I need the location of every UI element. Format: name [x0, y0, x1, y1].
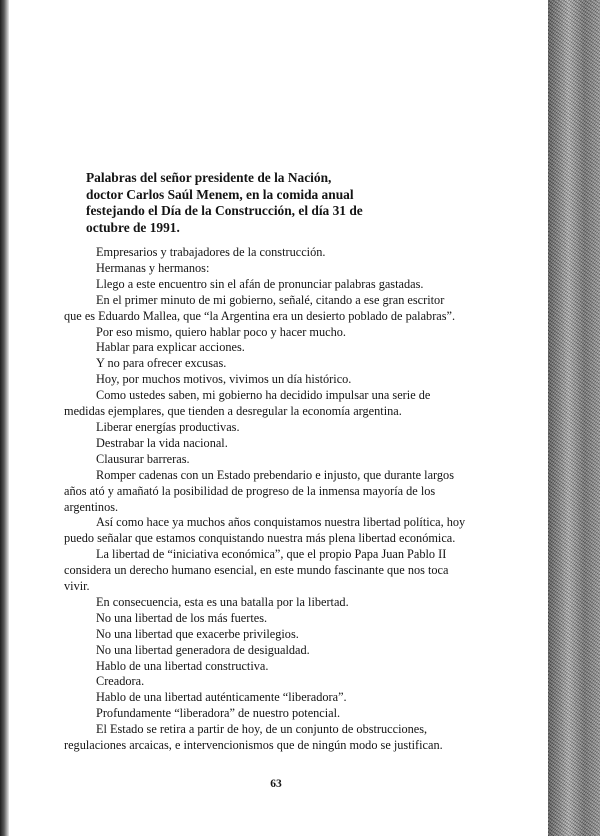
heading-line: festejando el Día de la Construcción, el día 31 de — [86, 203, 363, 218]
scan-left-edge — [0, 0, 9, 836]
paragraph-line: En consecuencia, esta es una batalla por la libertad. — [96, 594, 349, 609]
paragraph-line: Hermanas y hermanos: — [96, 260, 210, 275]
paragraph-line: Clausurar barreras. — [96, 451, 190, 466]
paragraph-line: Hablo de una libertad auténticamente “liberadora”. — [96, 690, 347, 705]
paragraph-line: años ató y amañató la posibilidad de progreso de la inmensa mayoría de los — [64, 483, 436, 498]
heading-line: Palabras del señor presidente de la Nación, — [86, 170, 332, 185]
paragraph-line: que es Eduardo Mallea, que “la Argentina era un desierto poblado de palabras”. — [64, 308, 456, 323]
paragraph-line: Hablar para explicar acciones. — [96, 340, 245, 355]
page-number: 63 — [270, 778, 282, 790]
paragraph-line: Por eso mismo, quiero hablar poco y hacer mucho. — [96, 324, 346, 339]
paragraph-line: Llego a este encuentro sin el afán de pronunciar palabras gastadas. — [96, 276, 424, 291]
paragraph-line: No una libertad generadora de desigualdad. — [96, 642, 310, 657]
paragraph-line: Así como hace ya muchos años conquistamos nuestra libertad política, hoy — [96, 515, 466, 530]
paragraph-line: Profundamente “liberadora” de nuestro potencial. — [96, 706, 341, 721]
paragraph-line: regulaciones arcaicas, e intervencionismos que de ningún modo se justifican. — [64, 738, 443, 753]
paragraph-line: vivir. — [64, 579, 90, 594]
paragraph-line: Hablo de una libertad constructiva. — [96, 658, 269, 673]
paragraph-line: No una libertad que exacerbe privilegios. — [96, 626, 299, 641]
paragraph-line: Destrabar la vida nacional. — [96, 435, 228, 450]
paragraph-line: Y no para ofrecer excusas. — [96, 356, 227, 371]
scan-right-edge — [548, 0, 600, 836]
speech-heading — [86, 170, 386, 236]
paragraph-line: Romper cadenas con un Estado prebendario e injusto, que durante largos — [96, 467, 454, 482]
paragraph-line: medidas ejemplares, que tienden a desregular la economía argentina. — [64, 404, 402, 419]
paragraph-line: Liberar energías productivas. — [96, 419, 240, 434]
heading-line: doctor Carlos Saúl Menem, en la comida anual — [86, 186, 354, 202]
paragraph-line: argentinos. — [64, 499, 119, 514]
paragraph-line: Creadora. — [96, 674, 145, 689]
paragraph-line: Hoy, por muchos motivos, vivimos un día histórico. — [96, 372, 352, 387]
paragraph-line: En el primer minuto de mi gobierno, señalé, citando a ese gran escritor — [96, 292, 445, 307]
heading-line: octubre de 1991. — [86, 219, 180, 235]
paragraph-line: Empresarios y trabajadores de la construcción. — [96, 245, 326, 259]
paragraph-line: El Estado se retira a partir de hoy, de un conjunto de obstrucciones, — [96, 722, 428, 737]
paragraph-line: Como ustedes saben, mi gobierno ha decidido impulsar una serie de — [96, 388, 431, 403]
paragraph-line: No una libertad de los más fuertes. — [96, 610, 268, 625]
paragraph-line: La libertad de “iniciativa económica”, que el propio Papa Juan Pablo II — [96, 547, 447, 562]
paragraph-line: puedo señalar que estamos conquistando nuestra más plena libertad económica. — [64, 531, 456, 546]
paragraph-line: considera un derecho humano esencial, en este mundo fascinante que nos toca — [64, 563, 449, 578]
speech-body — [64, 245, 480, 754]
